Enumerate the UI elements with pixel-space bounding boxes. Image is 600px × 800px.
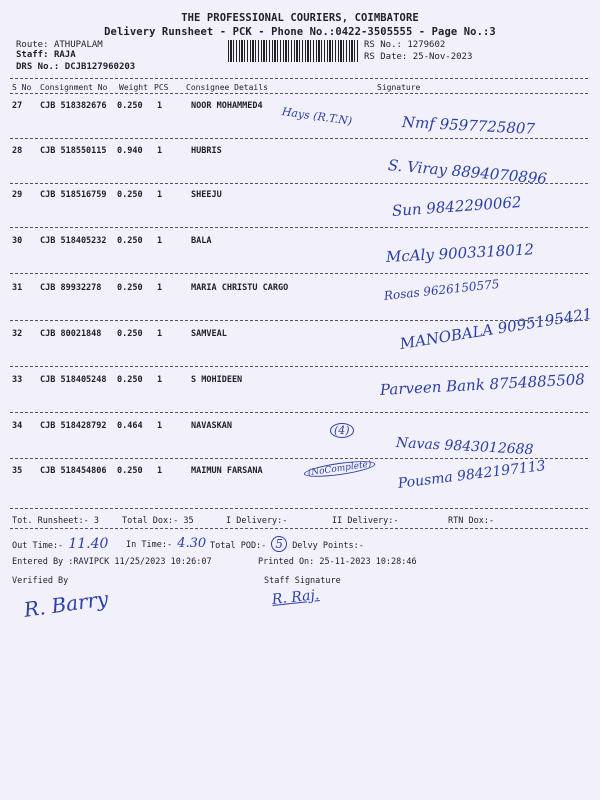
row-consignment: CJB 518405248: [40, 375, 107, 385]
col-header-signature: Signature: [377, 83, 421, 92]
col-header-pcs: PCS: [154, 83, 169, 92]
row-signature: MANOBALA 9095195421: [398, 304, 594, 353]
row-signature: S. Viray 8894070896: [387, 156, 548, 188]
company-name: THE PROFESSIONAL COURIERS, COIMBATORE: [181, 12, 419, 24]
row-consignment: CJB 518454806: [40, 466, 107, 476]
table-row: [0, 146, 600, 192]
header-rule-top: [10, 78, 588, 79]
row-signature: Nmf 9597725807: [401, 113, 536, 138]
total-pod-value: 5: [271, 536, 287, 552]
row-consignee: SHEEJU: [191, 190, 222, 200]
row-pcs: 1: [157, 375, 163, 385]
row-rule: [10, 138, 588, 139]
table-row: [0, 236, 600, 282]
out-time-value: 11.40: [68, 536, 109, 552]
row-pcs: 1: [157, 190, 163, 200]
row-consignee: S MOHIDEEN: [191, 375, 243, 385]
row-pcs: 1: [157, 329, 163, 339]
row-signature: McAly 9003318012: [385, 240, 535, 266]
row-rule: [10, 412, 588, 413]
row-note: (4): [330, 423, 354, 438]
row-pcs: 1: [157, 101, 163, 111]
total-runsheet: Tot. Runsheet:- 3: [12, 516, 99, 526]
row-pcs: 1: [157, 236, 163, 246]
entered-by: Entered By :RAVIPCK 11/25/2023 10:26:07: [12, 557, 212, 567]
in-time-value: 4.30: [177, 536, 207, 551]
row-rule: [10, 273, 588, 274]
route-value: ATHUPALAM: [53, 40, 103, 50]
total-pod: Total POD:- 5 Delvy Points:-: [210, 537, 364, 551]
staff-signature: R. Raj.: [271, 587, 321, 608]
rs-no-value: 1279602: [407, 40, 446, 50]
total-dox: Total Dox:- 35: [122, 516, 194, 526]
row-weight: 0.250: [117, 329, 143, 339]
row-weight: 0.250: [117, 283, 143, 293]
verified-label: Verified By: [12, 576, 69, 586]
row-consignment: CJB 80021848: [40, 329, 102, 339]
staff-signature-label: Staff Signature: [264, 576, 341, 586]
row-consignee: NAVASKAN: [191, 421, 232, 431]
row-pcs: 1: [157, 466, 163, 476]
row-rule: [10, 227, 588, 228]
verified-signature: R. Barry: [22, 586, 110, 622]
row-consignee: HUBRIS: [191, 146, 222, 156]
row-rule: [10, 183, 588, 184]
row-consignment: CJB 89932278: [40, 283, 102, 293]
runsheet-title: Delivery Runsheet - PCK - Phone No.:0422-3505555 - Page No.:3: [104, 26, 496, 38]
table-row: [0, 101, 600, 147]
row-sno: 27: [12, 101, 23, 111]
staff-line: Staff: RAJA: [16, 50, 76, 60]
rtn-dox: RTN Dox:-: [448, 516, 495, 526]
row-consignee: MARIA CHRISTU CARGO: [191, 283, 289, 293]
row-weight: 0.250: [117, 375, 143, 385]
row-weight: 0.250: [117, 190, 143, 200]
row-consignment: CJB 518550115: [40, 146, 107, 156]
table-row: [0, 421, 600, 467]
row-pcs: 1: [157, 283, 163, 293]
row-signature: Rosas 9626150575: [383, 276, 501, 303]
row-consignment: CJB 518382676: [40, 101, 107, 111]
totals-rule-top: [10, 508, 588, 509]
row-signature: Sun 9842290062: [391, 192, 523, 220]
row-consignment: CJB 518428792: [40, 421, 107, 431]
row-consignee: BALA: [191, 236, 212, 246]
row-consignee: MAIMUN FARSANA: [191, 466, 263, 476]
row-note: Hays (R.T.N): [281, 105, 353, 128]
row-consignee: SAMVEAL: [191, 329, 227, 339]
drs-line: DRS No.: DCJB127960203: [16, 62, 136, 72]
table-row: [0, 304, 600, 375]
staff-value: RAJA: [53, 50, 76, 60]
route-line: Route: ATHUPALAM: [16, 40, 103, 50]
table-row: [0, 370, 600, 421]
row-sno: 30: [12, 236, 23, 246]
totals-rule-bottom: [10, 528, 588, 529]
row-weight: 0.464: [117, 421, 143, 431]
drs-value: DCJB127960203: [64, 62, 136, 72]
row-signature: Navas 9843012688: [395, 435, 534, 459]
row-pcs: 1: [157, 146, 163, 156]
row-weight: 0.940: [117, 146, 143, 156]
table-row: [0, 190, 600, 236]
delvy-points: Delvy Points:-: [292, 541, 364, 551]
row-signature: Pousma 9842197113: [397, 457, 547, 492]
col-header-consignment: Consignment No: [40, 83, 108, 92]
rs-date-line: RS Date: 25-Nov-2023: [364, 52, 473, 62]
row-weight: 0.250: [117, 236, 143, 246]
row-sno: 29: [12, 190, 23, 200]
header-rule-bottom: [10, 93, 588, 94]
row-rule: [10, 458, 588, 459]
row-weight: 0.250: [117, 101, 143, 111]
row-consignment: CJB 518516759: [40, 190, 107, 200]
out-time: Out Time:- 11.40: [12, 536, 109, 552]
row-pcs: 1: [157, 421, 163, 431]
in-time: In Time:- 4.30: [126, 536, 207, 551]
row-sno: 32: [12, 329, 23, 339]
printed-on: Printed On: 25-11-2023 10:28:46: [258, 557, 417, 567]
table-row: [0, 457, 600, 512]
row-sno: 34: [12, 421, 23, 431]
barcode-image: [228, 40, 358, 62]
row-weight: 0.250: [117, 466, 143, 476]
delivery-2: II Delivery:-: [332, 516, 399, 526]
row-sno: 35: [12, 466, 23, 476]
rs-no-line: RS No.: 1279602: [364, 40, 446, 50]
row-sno: 33: [12, 375, 23, 385]
col-header-consignee: Consignee Details: [186, 83, 268, 92]
rs-date-value: 25-Nov-2023: [412, 52, 473, 62]
row-sno: 28: [12, 146, 23, 156]
row-sno: 31: [12, 283, 23, 293]
col-header-weight: Weight: [119, 83, 148, 92]
row-note: (NoComplete): [303, 458, 376, 480]
row-consignment: CJB 518405232: [40, 236, 107, 246]
delivery-1: I Delivery:-: [226, 516, 288, 526]
col-header-sno: S No: [12, 83, 32, 92]
row-signature: Parveen Bank 8754885508: [379, 370, 586, 399]
row-consignee: NOOR MOHAMMED4: [191, 101, 263, 111]
row-rule: [10, 366, 588, 367]
